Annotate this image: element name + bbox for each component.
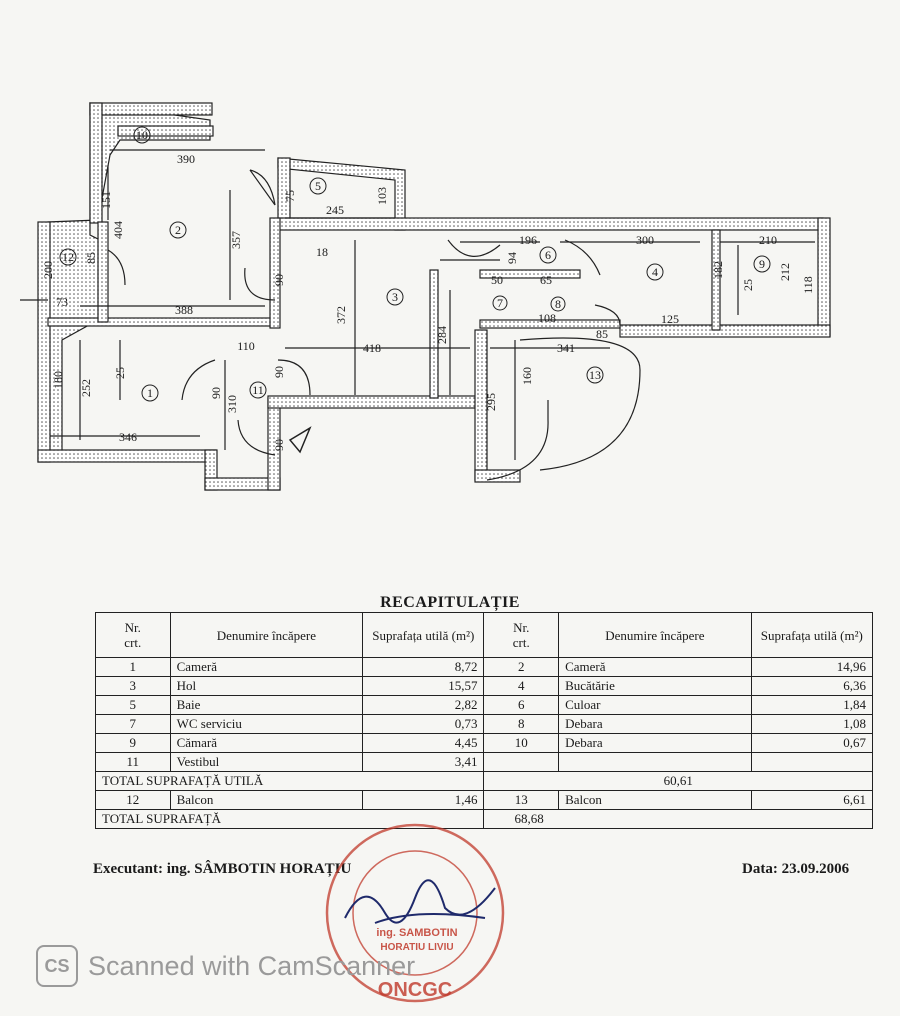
cell-nr: 6: [484, 696, 559, 715]
dim-label: 180: [51, 371, 65, 389]
north-arrow-icon: [290, 428, 310, 452]
date-text: Data: 23.09.2006: [742, 861, 850, 877]
room-label-1: 1: [147, 386, 153, 400]
room-label-10: 10: [136, 128, 148, 142]
dim-label: 245: [326, 203, 344, 217]
dim-label: 108: [538, 311, 556, 325]
cell-area: 8,72: [363, 658, 484, 677]
room-label-12: 12: [62, 250, 74, 264]
dim-label: 110: [237, 339, 255, 353]
dim-label: 85: [596, 327, 608, 341]
room-label-13: 13: [589, 368, 601, 382]
dim-label: 295: [484, 393, 498, 411]
dim-label: 65: [540, 273, 552, 287]
cell-nr: 11: [96, 753, 171, 772]
cell-nr: 1: [96, 658, 171, 677]
header-nr-2: Nr. crt.: [484, 613, 559, 658]
cell-room: Vestibul: [170, 753, 363, 772]
cell-area: 1,08: [751, 715, 872, 734]
cell-area: 0,73: [363, 715, 484, 734]
cell-nr: 8: [484, 715, 559, 734]
cell-nr: [484, 753, 559, 772]
stamp-org-text: ONCGC: [377, 979, 453, 1001]
table-header-row: [96, 613, 873, 658]
dim-label: 90: [272, 274, 286, 286]
room-label-8: 8: [555, 297, 561, 311]
cell-nr: 4: [484, 677, 559, 696]
dim-label: 25: [113, 367, 127, 379]
cell-room: Cămară: [170, 734, 363, 753]
dim-label: 75: [283, 190, 297, 202]
balcony-row: [96, 791, 873, 810]
total-util-row: [96, 772, 873, 791]
cell-room: Bucătărie: [559, 677, 752, 696]
cell-nr: 13: [484, 791, 559, 810]
dim-label: 103: [375, 187, 389, 205]
dim-label: 196: [519, 233, 537, 247]
total-util-label: TOTAL SUPRAFAȚĂ UTILĂ: [96, 772, 484, 791]
cell-nr: 7: [96, 715, 171, 734]
cell-room: Balcon: [170, 791, 363, 810]
camscanner-logo-icon: CS: [36, 945, 78, 987]
dim-label: 90: [209, 387, 223, 399]
cell-room: Debara: [559, 715, 752, 734]
camscanner-text: Scanned with CamScanner: [88, 950, 416, 981]
signature-icon: [345, 880, 495, 923]
header-area-2: Suprafața utilă (m²): [751, 613, 872, 658]
room-label-11: 11: [252, 383, 264, 397]
table-row: [96, 696, 873, 715]
cell-area: 1,46: [363, 791, 484, 810]
header-name: Denumire încăpere: [170, 613, 363, 658]
room-label-9: 9: [759, 257, 765, 271]
dim-label: 160: [520, 367, 534, 385]
room-label-7: 7: [497, 296, 503, 310]
table-row: [96, 734, 873, 753]
dim-label: 341: [557, 341, 575, 355]
dim-label: 212: [778, 263, 792, 281]
cell-room: Balcon: [559, 791, 752, 810]
room-label-3: 3: [392, 290, 398, 304]
stamp-name1-text: ing. SAMBOTIN: [376, 927, 458, 939]
cell-area: 3,41: [363, 753, 484, 772]
cell-area: 4,45: [363, 734, 484, 753]
dim-label: 252: [79, 379, 93, 397]
cell-area: 6,36: [751, 677, 872, 696]
header-nr: Nr. crt.: [96, 613, 171, 658]
cell-nr: 12: [96, 791, 171, 810]
cell-area: 1,84: [751, 696, 872, 715]
dim-label: 85: [84, 252, 98, 264]
header-name-2: Denumire încăpere: [559, 613, 752, 658]
total-value: 68,68: [484, 810, 873, 829]
dim-label: 310: [225, 395, 239, 413]
dim-label: 418: [363, 341, 381, 355]
cell-nr: 9: [96, 734, 171, 753]
table-row: [96, 715, 873, 734]
dim-label: 390: [177, 152, 195, 166]
dim-label: 118: [801, 276, 815, 294]
table-row: [96, 753, 873, 772]
dim-label: 357: [229, 231, 243, 249]
room-label-2: 2: [175, 223, 181, 237]
cell-area: 2,82: [363, 696, 484, 715]
cell-room: Cameră: [170, 658, 363, 677]
cell-nr: 10: [484, 734, 559, 753]
cell-nr: 3: [96, 677, 171, 696]
table-row: [96, 677, 873, 696]
cell-area: 0,67: [751, 734, 872, 753]
cell-nr: 5: [96, 696, 171, 715]
dim-label: 300: [636, 233, 654, 247]
dim-label: 210: [759, 233, 777, 247]
cell-room: [559, 753, 752, 772]
cell-nr: 2: [484, 658, 559, 677]
dim-label: 25: [741, 279, 755, 291]
dim-label: 125: [661, 312, 679, 326]
dim-label: 50: [491, 273, 503, 287]
table-row: [96, 658, 873, 677]
dim-label: 200: [41, 261, 55, 279]
stamp-name2-text: HORATIU LIVIU: [380, 942, 454, 953]
dim-label: 90: [272, 439, 286, 451]
cell-area: 14,96: [751, 658, 872, 677]
dim-label: 284: [435, 326, 449, 344]
dim-label: 73: [56, 295, 68, 309]
total-util-value: 60,61: [484, 772, 873, 791]
dim-label: 182: [711, 261, 725, 279]
walls: [38, 103, 830, 490]
dim-label: 151: [99, 191, 113, 209]
recap-table: [95, 612, 873, 829]
room-label-4: 4: [652, 265, 658, 279]
room-labels: [60, 127, 770, 401]
cell-room: Hol: [170, 677, 363, 696]
cell-area: [751, 753, 872, 772]
dim-label: 94: [505, 252, 519, 264]
cell-area: 6,61: [751, 791, 872, 810]
camscanner-watermark: [36, 945, 415, 987]
dim-label: 372: [334, 306, 348, 324]
executant-text: Executant: ing. SÂMBOTIN HORAȚIU: [93, 861, 352, 877]
header-area: Suprafața utilă (m²): [363, 613, 484, 658]
cell-room: WC serviciu: [170, 715, 363, 734]
dim-label: 404: [111, 221, 125, 239]
room-label-5: 5: [315, 179, 321, 193]
recap-title: RECAPITULAȚIE: [380, 594, 520, 611]
dim-label: 90: [272, 366, 286, 378]
room-label-6: 6: [545, 248, 551, 262]
cell-room: Culoar: [559, 696, 752, 715]
dim-label: 346: [119, 430, 137, 444]
dim-label: 18: [316, 245, 328, 259]
cell-room: Cameră: [559, 658, 752, 677]
cell-room: Baie: [170, 696, 363, 715]
cell-room: Debara: [559, 734, 752, 753]
cell-area: 15,57: [363, 677, 484, 696]
dim-label: 388: [175, 303, 193, 317]
inner-lines: [20, 150, 815, 480]
total-label: TOTAL SUPRAFAȚĂ: [96, 810, 484, 829]
